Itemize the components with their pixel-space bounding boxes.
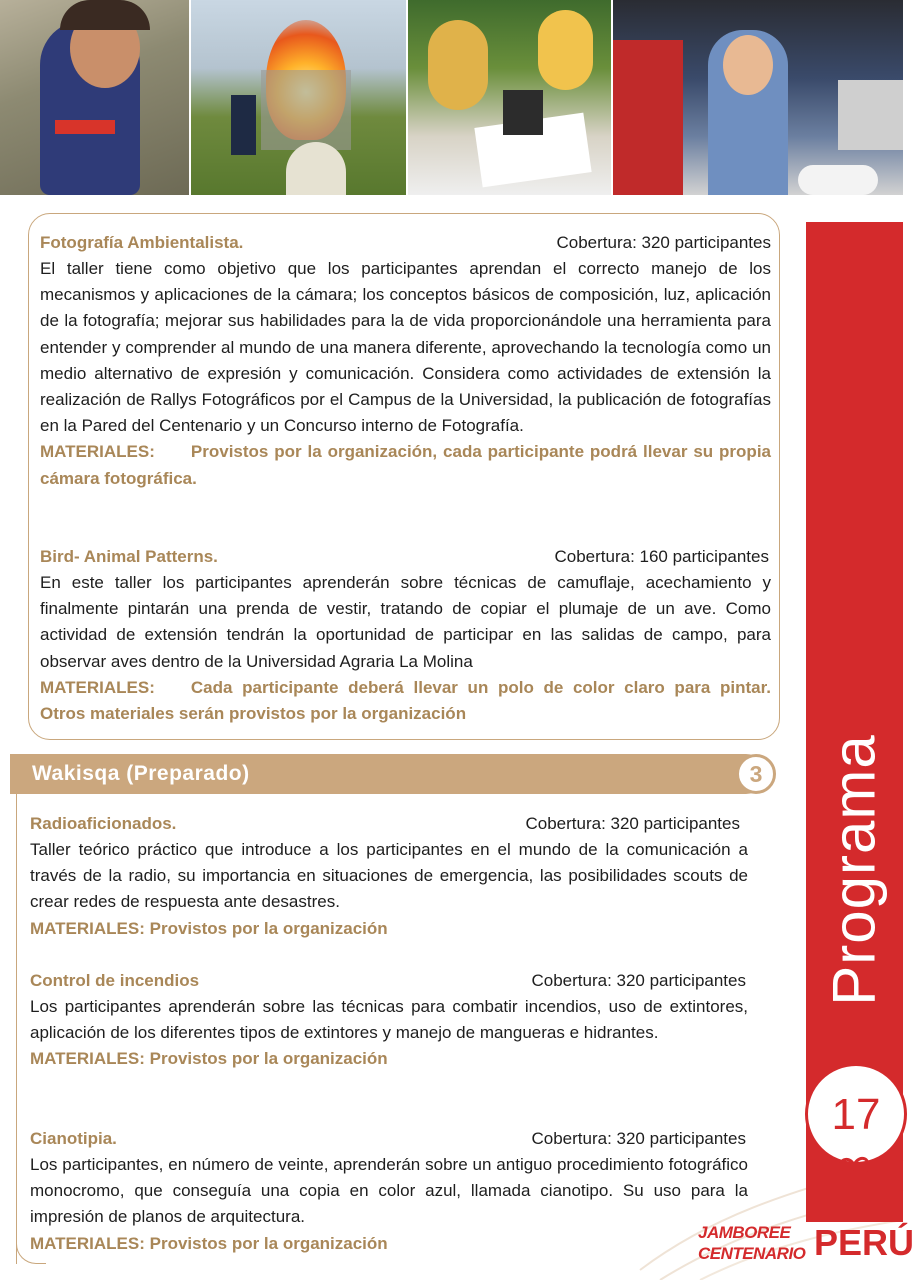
section-title: Fotografía Ambientalista. — [40, 233, 244, 252]
side-title: Programa — [820, 734, 888, 1006]
coverage-text: Cobertura: 320 participantes — [531, 1129, 746, 1148]
materials-line — [40, 675, 771, 727]
section-body: Taller teórico práctico que introduce a los participantes en el mundo de la comunicación a través de la radio, su importancia en situaciones de emergencia, las posibilidades scouts de crear redes de respuesta ante desastres. — [30, 840, 748, 912]
knot-icon — [836, 1153, 872, 1179]
materials-label: MATERIALES: — [40, 677, 155, 697]
materials-label: MATERIALES: — [40, 442, 155, 462]
photo-scout-boy — [0, 0, 189, 195]
materials-line: MATERIALES: Provistos por la organización — [30, 918, 388, 938]
section-radioaficionados — [30, 811, 748, 942]
logo-country: PERÚ — [814, 1222, 914, 1263]
box-border-left — [16, 794, 17, 1264]
section-number-badge: 3 — [736, 754, 776, 794]
logo-line-2: CENTENARIO — [698, 1244, 806, 1263]
materials-line — [40, 439, 771, 491]
section-title: Cianotipia. — [30, 1129, 117, 1148]
coverage-text: Cobertura: 320 participantes — [556, 233, 771, 252]
section-body: Los participantes, en número de veinte, aprenderán sobre un antiguo procedimiento fotográfico monocromo, que conseguía una copia en color azul, llamada cianotipo. Su uso para la impresión de planos de arquitectura. — [30, 1155, 748, 1227]
materials-line: MATERIALES: Provistos por la organización — [30, 1233, 388, 1253]
section-title: Bird- Animal Patterns. — [40, 547, 218, 566]
section-header-bar — [10, 754, 766, 794]
photo-radio-scouts — [613, 0, 903, 195]
section-title: Control de incendios — [30, 971, 200, 990]
coverage-text: Cobertura: 320 participantes — [531, 971, 746, 990]
section-header-title: Wakisqa (Preparado) — [32, 762, 250, 785]
logo-line-1: JAMBOREE — [698, 1223, 791, 1242]
section-bird-animal — [40, 544, 771, 727]
materials-line: MATERIALES: Provistos por la organización — [30, 1049, 388, 1069]
materials-text: Cada participante deberá llevar un polo de color claro para pintar. Otros materiales serán provistos por la organización — [40, 677, 771, 724]
materials-text: Provistos por la organización, cada participante podrá llevar su propia cámara fotográfica. — [40, 442, 771, 488]
coverage-text: Cobertura: 320 participantes — [525, 814, 740, 833]
jamboree-logo — [690, 1218, 914, 1274]
header-photo-strip — [0, 0, 903, 195]
photo-drawing-activity — [408, 0, 611, 195]
section-body: En este taller los participantes aprenderán sobre técnicas de camuflaje, acechamiento y finalmente pintarán una prenda de vestir, tratando de copiar el plumaje de un ave. Como actividad de extensión tendrán la oportunidad de participar en las salidas de campo, para observar aves dentro de la Universidad Agraria La Molina — [40, 573, 771, 671]
photo-fire-drill — [191, 0, 406, 195]
logo-jamboree-text — [698, 1222, 805, 1264]
coverage-text: Cobertura: 160 participantes — [554, 547, 769, 566]
section-body: Los participantes aprenderán sobre las técnicas para combatir incendios, uso de extintores, aplicación de los diferentes tipos de extintores y manejo de mangueras e hidrantes. — [30, 997, 748, 1043]
section-body: El taller tiene como objetivo que los participantes aprendan el correcto manejo de los mecanismos y aplicaciones de la cámara; los conceptos básicos de composición, luz, aplicación de la fotografía; mejorar sus habilidades para la de vida proporcionándole una herramienta para entender y comprender al mundo de una manera diferente, aprovechando la tecnología como un medio alternativo de expresión y comunicación. Considera como actividades de extensión la realización de Rallys Fotográficos por el Campus de la Universidad, la publicación de fotografías en la Pared del Centenario y un Concurso interno de Fotografía. — [40, 259, 771, 436]
section-fotografia — [40, 230, 771, 492]
section-control-incendios — [30, 968, 748, 1073]
page-number: 17 — [831, 1090, 881, 1139]
section-title: Radioaficionados. — [30, 814, 177, 833]
